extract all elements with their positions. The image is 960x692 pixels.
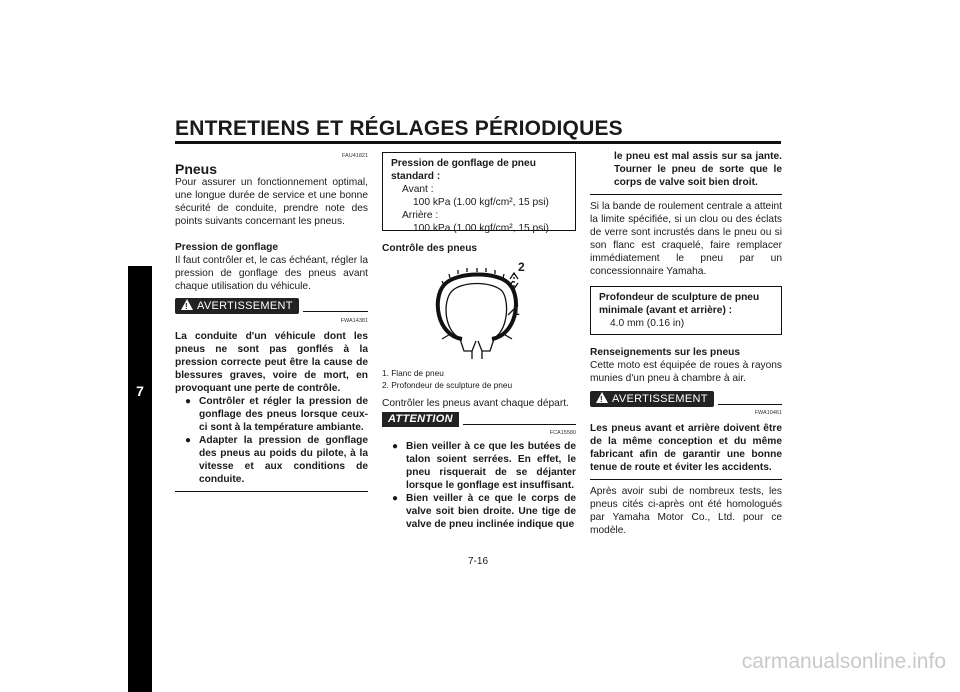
diagram-label-1: 1	[513, 304, 520, 318]
section-title: Pneus	[175, 161, 218, 177]
warning-badge: !AVERTISSEMENT	[175, 298, 299, 314]
warning-text: Les pneus avant et arrière doivent être de la même conception et du même fabricant afin de garantir une bonne tenue de route et éviter les accidents.	[590, 423, 782, 473]
tread-depth-box: Profondeur de sculpture de pneu minimale (avant et arrière) : 4.0 mm (0.16 in)	[590, 286, 782, 335]
diagram-label-2: 2	[518, 260, 525, 274]
warning-triangle-icon	[596, 392, 608, 403]
column-1	[175, 150, 368, 492]
ref-code: FWA14381	[340, 318, 368, 324]
list-item: ● Contrôler et régler la pression de gonflage des pneus lorsque ceux-ci sont à la température ambiante.	[185, 396, 368, 433]
attention-rule	[463, 424, 576, 425]
warning-text: La conduite d'un véhicule dont les pneus ne sont pas gonflés à la pression correcte peut être la cause de blessures graves, voire de mort, en provoquant une perte de contrôle.	[175, 331, 368, 394]
homologation-paragraph: Après avoir subi de nombreux tests, les pneus cités ci-après ont été homologués par Yamaha Motor Co., Ltd. pour ce modèle.	[590, 486, 782, 536]
chapter-tab	[128, 266, 152, 692]
column-3	[590, 150, 782, 537]
caption-2: 2. Profondeur de sculpture de pneu	[382, 380, 513, 390]
warning-badge: !AVERTISSEMENT	[590, 391, 714, 407]
warning-end-rule	[175, 491, 368, 492]
check-paragraph: Contrôler les pneus avant chaque départ.	[382, 398, 569, 409]
header-rule	[175, 141, 781, 144]
ref-code: FWA10461	[754, 410, 782, 416]
column-2	[382, 152, 576, 531]
list-item: ● Adapter la pression de gonflage des pneus au poids du pilote, à la vitesse et aux conditions de conduite.	[185, 435, 368, 485]
warning-triangle-icon	[181, 299, 193, 310]
list-item: ● Bien veiller à ce que les butées de talon soient serrées. En effet, le pneu risquerait de se déjanter lorsque le gonflage est insuffisant.	[392, 441, 576, 491]
warning-rule	[303, 311, 368, 312]
bullet-icon: ●	[392, 493, 399, 504]
watermark: carmanualsonline.info	[741, 650, 946, 673]
attention-badge: ATTENTION	[382, 412, 459, 427]
pressure-spec-box: Pression de gonflage de pneu standard : Avant : 100 kPa (1.00 kgf/cm², 15 psi) Arrière : 100 kPa (1.00 kgf/cm², 15 psi)	[382, 152, 576, 231]
caption-1: 1. Flanc de pneu	[382, 368, 444, 378]
intro-paragraph: Pour assurer un fonctionnement optimal, une longue durée de service et une bonne sécurité de conduite, prendre note des points suivants concernant les pneus.	[175, 177, 368, 227]
warning-end-rule	[590, 479, 782, 480]
ref-code: FCA15580	[549, 430, 576, 436]
bullet-icon: ●	[185, 435, 192, 446]
info-paragraph: Cette moto est équipée de roues à rayons munies d'un pneu à chambre à air.	[590, 360, 782, 384]
tire-diagram	[382, 259, 576, 367]
warning-rule	[718, 404, 782, 405]
subheading-pressure: Pression de gonflage	[175, 242, 279, 253]
pressure-paragraph: Il faut contrôler et, le cas échéant, régler la pression de gonflage des pneus avant chaque utilisation du véhicule.	[175, 255, 368, 292]
page-number: 7-16	[468, 556, 489, 567]
chapter-tab-number: 7	[136, 383, 144, 399]
continued-text: le pneu est mal assis sur sa jante. Tourner le pneu de sorte que le corps de valve soit bien droit.	[614, 151, 782, 188]
bullet-icon: ●	[392, 441, 399, 452]
bullet-icon: ●	[185, 396, 192, 407]
attention-end-rule	[590, 194, 782, 195]
list-item: ● Bien veiller à ce que le corps de valve soit bien droite. Une tige de valve de pneu inclinée indique que	[392, 493, 576, 530]
subheading-check: Contrôle des pneus	[382, 243, 478, 254]
tire-cross-section-icon	[382, 259, 576, 367]
page-title: ENTRETIENS ET RÉGLAGES PÉRIODIQUES	[175, 117, 623, 140]
subheading-info: Renseignements sur les pneus	[590, 347, 741, 358]
replacement-paragraph: Si la bande de roulement centrale a atteint la limite spécifiée, si un clou ou des éclats de verre sont incrustés dans le pneu ou si son flanc est craquelé, faire remplacer immédiatement le pneu par un concessionnaire Yamaha.	[590, 201, 782, 277]
ref-code: FAU41821	[342, 153, 368, 159]
